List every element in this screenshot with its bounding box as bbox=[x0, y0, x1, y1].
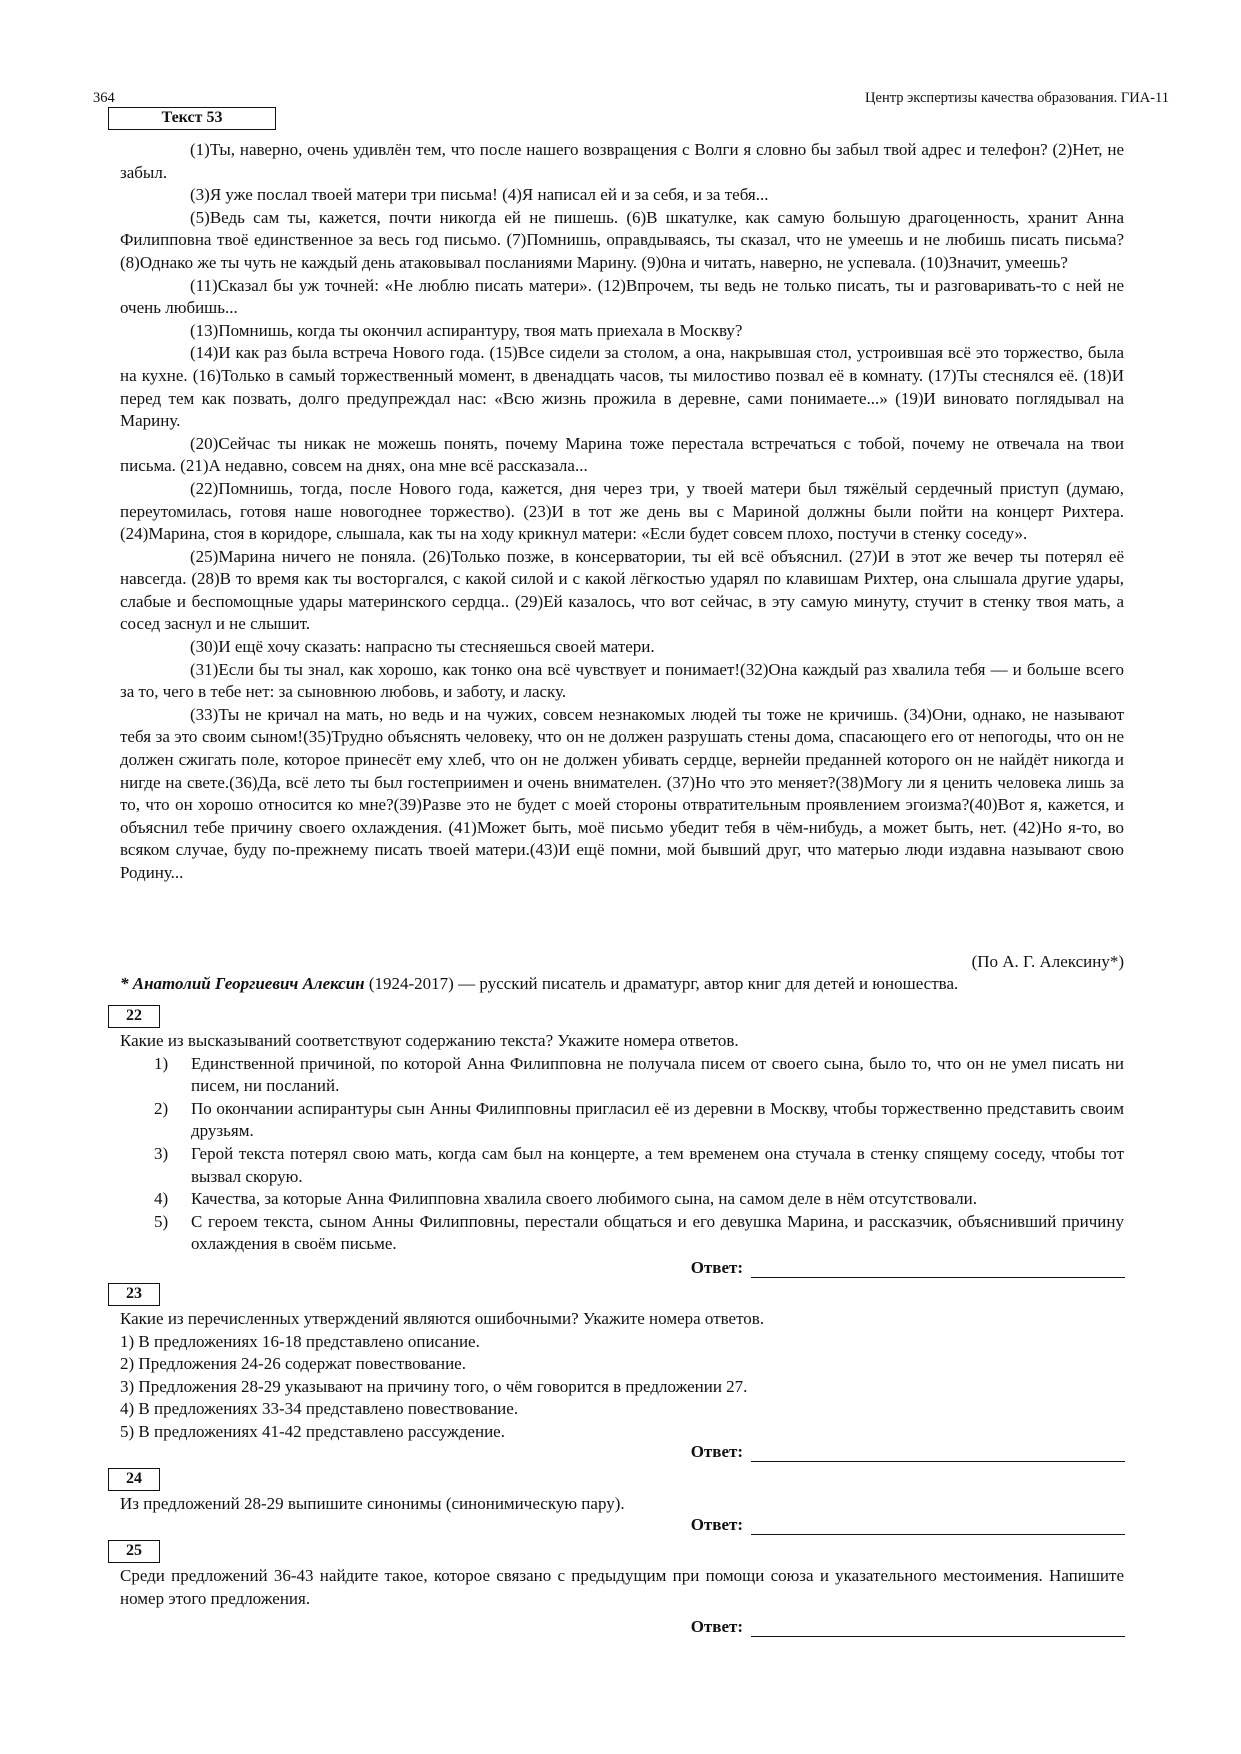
answer-line[interactable] bbox=[751, 1445, 1125, 1462]
paragraph: (11)Сказал бы уж точней: «Не люблю писать матери». (12)Впрочем, ты ведь не только писать, ты и разговаривать-то с ней не очень любишь... bbox=[120, 275, 1124, 318]
paragraph: (3)Я уже послал твоей матери три письма! (4)Я написал ей и за себя, и за тебя... bbox=[190, 185, 769, 205]
statement-item: 1) В предложениях 16-18 представлено описание. bbox=[120, 1331, 480, 1351]
task-25 bbox=[120, 1565, 1124, 1610]
task-question: Какие из перечисленных утверждений являются ошибочными? Укажите номера ответов. bbox=[120, 1309, 765, 1328]
text-title-box: Текст 53 bbox=[108, 107, 276, 130]
option-text: С героем текста, сыном Анны Филипповны, перестали общаться и его девушка Марина, и рассказчик, объяснивший причину охлаждения в своём письме. bbox=[191, 1211, 1124, 1254]
author-description: (1924-2017) — русский писатель и драматург, автор книг для детей и юношества. bbox=[364, 974, 959, 993]
passage bbox=[120, 139, 1124, 885]
answer-line[interactable] bbox=[751, 1261, 1125, 1278]
task-question: Среди предложений 36-43 найдите такое, которое связано с предыдущим при помощи союза и указательного местоимения. Напишите номер этого предложения. bbox=[120, 1566, 1124, 1608]
option-item bbox=[120, 1053, 1124, 1098]
option-number: 5) bbox=[154, 1211, 169, 1231]
task-22 bbox=[120, 1030, 1124, 1256]
paragraph: (13)Помнишь, когда ты окончил аспирантуру, твоя мать приехала в Москву? bbox=[190, 320, 743, 340]
answer-label: Ответ: bbox=[690, 1515, 743, 1534]
answer-label: Ответ: bbox=[690, 1442, 743, 1461]
task-number-box: 25 bbox=[108, 1540, 160, 1563]
answer-field-24[interactable] bbox=[691, 1515, 1125, 1535]
paragraph: (5)Ведь сам ты, кажется, почти никогда ей не пишешь. (6)В шкатулке, как самую большую драгоценность, хранит Анна Филипповна твоё единственное за весь год письмо. (7)Помнишь, оправдываясь, ты сказал, что не умеешь и не любишь писать письма? (8)Однако же ты чуть не каждый день атаковывал посланиями Марину. (9)0на и читать, наверно, не успевала. (10)Значит, умеешь? bbox=[120, 207, 1124, 272]
statement-item: 2) Предложения 24-26 содержат повествование. bbox=[120, 1354, 466, 1374]
option-item bbox=[120, 1211, 1124, 1256]
task-number-box: 22 bbox=[108, 1005, 160, 1028]
option-text: По окончании аспирантуры сын Анны Филипповны пригласил её из деревни в Москву, чтобы торжественно представить своим друзьям. bbox=[191, 1098, 1124, 1141]
answer-field-22[interactable] bbox=[691, 1258, 1125, 1278]
option-item bbox=[120, 1188, 1124, 1211]
answer-options bbox=[120, 1053, 1124, 1256]
paragraph: (22)Помнишь, тогда, после Нового года, кажется, дня через три, у твоей матери был тяжёлый сердечный приступ (думаю, переутомилась, готовя наше новогоднее торжество). (23)И в тот же день вы с Мариной должны были пойти на концерт Рихтера. (24)Марина, стоя в коридоре, слышала, как ты на ходу крикнул матери: «Если будет совсем плохо, постучи в стенку соседу». bbox=[120, 478, 1124, 544]
statement-item: 3) Предложения 28-29 указывают на причину того, о чём говорится в предложении 27. bbox=[120, 1376, 748, 1396]
paragraph: (14)И как раз была встреча Нового года. (15)Все сидели за столом, а она, накрывшая стол, устроившая всё это торжество, была на кухне. (16)Только в самый торжественный момент, в двенадцать часов, ты милостиво позвал её в комнату. (17)Ты стеснялся её. (18)И перед тем как позвать, долго предупреждал нас: «Всю жизнь прожила в деревне, сами понимаете...» (19)И виновато поглядывал на Марину. bbox=[120, 343, 1124, 431]
task-23 bbox=[120, 1308, 1124, 1444]
option-number: 3) bbox=[154, 1143, 169, 1163]
option-text: Качества, за которые Анна Филипповна хвалила своего любимого сына, на самом деле в нём отсутствовали. bbox=[191, 1189, 978, 1209]
running-header: Центр экспертизы качества образования. ГИА-11 bbox=[865, 90, 1169, 106]
task-number-box: 23 bbox=[108, 1283, 160, 1306]
source-attribution: (По А. Г. Алексину*) bbox=[971, 952, 1124, 971]
option-number: 1) bbox=[154, 1053, 169, 1073]
answer-field-25[interactable] bbox=[691, 1617, 1125, 1637]
answer-label: Ответ: bbox=[690, 1258, 743, 1277]
paragraph: (25)Марина ничего не поняла. (26)Только позже, в консерватории, ты ей всё объяснил. (27)И в этот же вечер ты потерял её навсегда. (28)В то время как ты восторгался, с какой силой и с какой лёгкостью ударял по клавишам Рихтер, она слышала другие удары, слабые и беспомощные удары материнского сердца.. (29)Ей казалось, что вот сейчас, в эту самую минуту, стучит в стенку твоя мать, а сосед заснул и не слышит. bbox=[120, 546, 1124, 634]
answer-line[interactable] bbox=[751, 1620, 1125, 1637]
statement-item: 5) В предложениях 41-42 представлено рассуждение. bbox=[120, 1421, 505, 1441]
task-question: Из предложений 28-29 выпишите синонимы (синонимическую пару). bbox=[120, 1494, 625, 1513]
paragraph: (20)Сейчас ты никак не можешь понять, почему Марина тоже перестала встречаться с тобой, почему не отвечала на твои письма. (21)А недавно, совсем на днях, она мне всё рассказала... bbox=[120, 433, 1124, 476]
answer-line[interactable] bbox=[751, 1518, 1125, 1535]
page-number: 364 bbox=[93, 90, 115, 106]
option-text: Единственной причиной, по которой Анна Филипповна не получала писем от своего сына, было то, что он не умел писать ни писем, ни посланий. bbox=[191, 1053, 1124, 1096]
option-number: 4) bbox=[154, 1189, 169, 1209]
option-text: Герой текста потерял свою мать, когда сам был на концерте, а тем временем она стучала в стенку спящему соседу, чтобы тот вызвал скорую. bbox=[191, 1143, 1124, 1186]
paragraph: (1)Ты, наверно, очень удивлён тем, что после нашего возвращения с Волги я словно бы забыл твой адрес и телефон? (2)Нет, не забыл. bbox=[120, 140, 1124, 182]
task-24 bbox=[120, 1493, 1124, 1516]
statement-item: 4) В предложениях 33-34 представлено повествование. bbox=[120, 1399, 519, 1419]
task-question: Какие из высказываний соответствуют содержанию текста? Укажите номера ответов. bbox=[120, 1031, 739, 1050]
author-name: * Анатолий Георгиевич Алексин bbox=[120, 974, 365, 993]
option-item bbox=[120, 1098, 1124, 1143]
option-number: 2) bbox=[154, 1098, 169, 1118]
paragraph: (30)И ещё хочу сказать: напрасно ты стесняешься своей матери. bbox=[190, 637, 655, 657]
answer-field-23[interactable] bbox=[691, 1442, 1125, 1462]
option-item bbox=[120, 1143, 1124, 1188]
answer-label: Ответ: bbox=[690, 1617, 743, 1636]
paragraph: (33)Ты не кричал на мать, но ведь и на чужих, совсем незнакомых людей ты тоже не кричишь. (34)Они, однако, не называют тебя за это своим сыном!(35)Трудно объяснять человеку, что он не должен разрушать стены дома, спасающего его от непогоды, что он не должен сжигать поле, которое принесёт ему хлеб, что он не должен убивать сердце, вернейи преданней которого он не найдёт никогда и нигде на свете.(36)Да, всё лето ты был гостеприимен и очень внимателен. (37)Но что это меняет?(38)Могу ли я ценить человека лишь за то, что он хорошо относится ко мне?(39)Разве это не будет с моей стороны отвратительным проявлением эгоизма?(40)Вот я, кажется, и объяснил тебе причину своего охлаждения. (41)Может быть, моё письмо убедит тебя в чём-нибудь, а может быть, нет. (42)Но я-то, во всяком случае, буду по-прежнему писать твоей матери.(43)И ещё помни, мой бывший друг, что матерью люди издавна называют свою Родину... bbox=[120, 704, 1124, 882]
author-note bbox=[120, 973, 1124, 995]
paragraph: (31)Если бы ты знал, как хорошо, как тонко она всё чувствует и понимает!(32)Она каждый раз хвалила тебя — и больше всего за то, чего в тебе нет: за сыновнюю любовь, и заботу, и ласку. bbox=[120, 659, 1124, 702]
task-number-box: 24 bbox=[108, 1468, 160, 1491]
